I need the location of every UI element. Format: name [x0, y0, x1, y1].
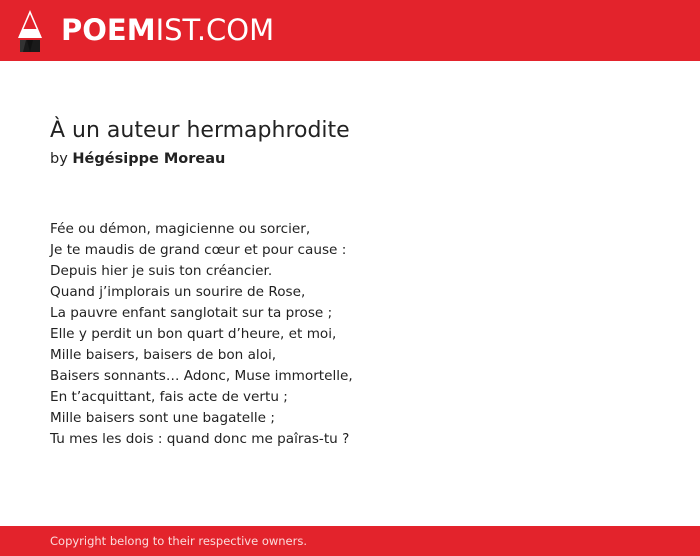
poem-line: Tu mes les dois : quand donc me paîras-tu ? [50, 431, 350, 447]
poem-line: En t’acquittant, fais acte de vertu ; [50, 389, 288, 405]
poem-line: Je te maudis de grand cœur et pour cause : [50, 242, 347, 258]
poem-line: Baisers sonnants… Adonc, Muse immortelle, [50, 368, 353, 384]
poem-line: Fée ou démon, magicienne ou sorcier, [50, 221, 311, 237]
poem-line: Mille baisers, baisers de bon aloi, [50, 347, 277, 363]
logo-light-text: IST.COM [155, 13, 275, 47]
poem-line: Depuis hier je suis ton créancier. [50, 263, 273, 279]
poem-title: À un auteur hermaphrodite [50, 118, 350, 143]
poem-author[interactable]: Hégésippe Moreau [72, 151, 226, 167]
poem-body [50, 219, 353, 450]
site-footer [0, 526, 700, 556]
poem-line: La pauvre enfant sanglotait sur ta prose ; [50, 305, 333, 321]
poem-line: Quand j’implorais un sourire de Rose, [50, 284, 306, 300]
site-logo[interactable] [61, 13, 274, 47]
poem-byline [50, 149, 225, 169]
copyright-text: Copyright belong to their respective owners. [50, 534, 308, 548]
logo-bold-text: POEM [61, 13, 156, 47]
poem-line: Mille baisers sont une bagatelle ; [50, 410, 275, 426]
pencil-tip-icon[interactable] [18, 10, 42, 52]
site-header [0, 0, 700, 61]
by-label: by [50, 151, 68, 167]
poem-line: Elle y perdit un bon quart d’heure, et moi, [50, 326, 337, 342]
